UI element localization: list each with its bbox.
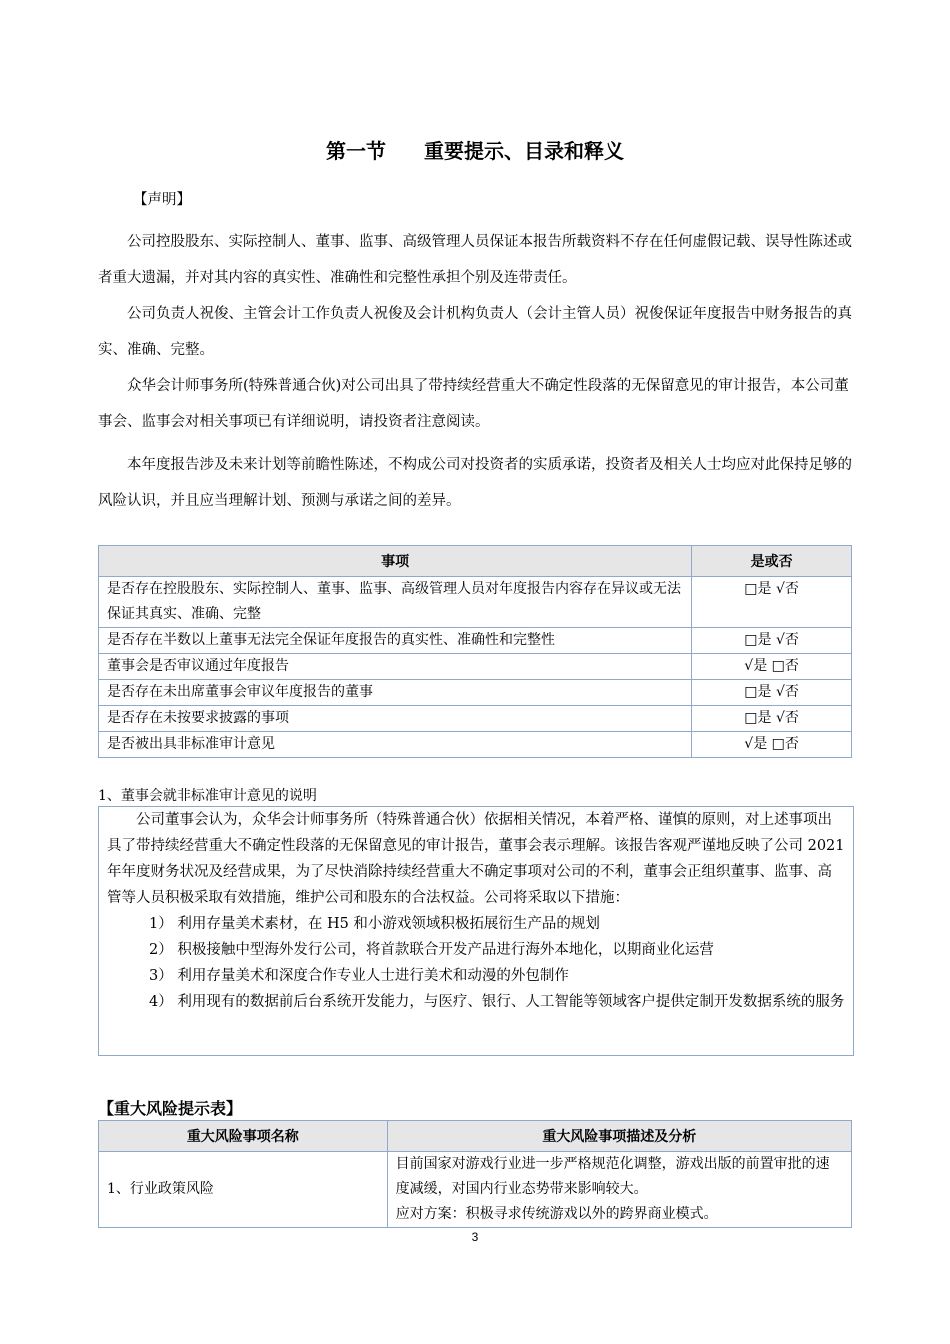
matter-item: 董事会是否审议通过年度报告 (99, 654, 692, 680)
measure-item: 1） 利用存量美术素材，在 H5 和小游戏领域积极拓展衍生产品的规划 (149, 916, 600, 932)
matter-item: 是否存在未出席董事会审议年度报告的董事 (99, 680, 692, 706)
risk-header-row (99, 1121, 852, 1152)
paragraph-responsible: 公司负责人祝俊、主管会计工作负责人祝俊及会计机构负责人（会计主管人员）祝俊保证年度报告中财务报告的真实、准确、完整。 (98, 306, 852, 358)
table-row (99, 732, 852, 758)
paragraph-guarantee: 公司控股股东、实际控制人、董事、监事、高级管理人员保证本报告所载资料不存在任何虚假记载、误导性陈述或者重大遗漏，并对其内容的真实性、准确性和完整性承担个别及连带责任。 (98, 234, 852, 286)
matters-header-row (99, 546, 852, 577)
matter-item: 是否被出具非标准审计意见 (99, 732, 692, 758)
board-note-intro: 公司董事会认为，众华会计师事务所（特殊普通合伙）依据相关情况，本着严格、谨慎的原则，对上述事项出具了带持续经营重大不确定性段落的无保留意见的审计报告，董事会表示理解。该报告客观严谨地反映了公司 2021 年年度财务状况及经营成果，为了尽快消除持续经营重大不确定事项对公司的不利，董事会正组织董事、监事、高管等人员积极采取有效措施，维护公司和股东的合法权益。公司将采取以下措施： (107, 812, 845, 906)
matter-answer: □是 √否 (692, 706, 852, 732)
section-title (0, 135, 950, 164)
board-note-heading: 1、董事会就非标准审计意见的说明 (98, 788, 317, 804)
board-note-box (98, 806, 854, 1056)
paragraph-forward-looking: 本年度报告涉及未来计划等前瞻性陈述，不构成公司对投资者的实质承诺，投资者及相关人士均应对此保持足够的风险认识，并且应当理解计划、预测与承诺之间的差异。 (98, 457, 852, 509)
declaration-label: 【声明】 (133, 192, 191, 208)
matter-item: 是否存在半数以上董事无法完全保证年度报告的真实性、准确性和完整性 (99, 628, 692, 654)
matters-table (98, 545, 852, 758)
section-number: 第一节 (326, 139, 386, 163)
matter-item: 是否存在未按要求披露的事项 (99, 706, 692, 732)
risk-table (98, 1120, 852, 1228)
table-row (99, 1152, 852, 1228)
matter-answer: □是 √否 (692, 628, 852, 654)
measure-item: 2） 积极接触中型海外发行公司，将首款联合开发产品进行海外本地化，以期商业化运营 (149, 942, 714, 958)
table-row (99, 628, 852, 654)
matter-item: 是否存在控股股东、实际控制人、董事、监事、高级管理人员对年度报告内容存在异议或无法保证其真实、准确、完整 (99, 577, 692, 628)
table-row (99, 577, 852, 628)
page-number: 3 (471, 1230, 479, 1244)
matter-answer: □是 √否 (692, 680, 852, 706)
section-name: 重要提示、目录和释义 (424, 139, 624, 163)
paragraph-auditor: 众华会计师事务所(特殊普通合伙)对公司出具了带持续经营重大不确定性段落的无保留意见的审计报告，本公司董事会、监事会对相关事项已有详细说明，请投资者注意阅读。 (98, 378, 849, 430)
risk-description (387, 1152, 851, 1228)
matter-answer: □是 √否 (692, 577, 852, 628)
table-row (99, 680, 852, 706)
table-row (99, 654, 852, 680)
risk-response: 应对方案：积极寻求传统游戏以外的跨界商业模式。 (395, 1206, 718, 1222)
risk-table-title: 【重大风险提示表】 (98, 1099, 243, 1118)
risk-header-name: 重大风险事项名称 (99, 1121, 388, 1152)
matters-header-item: 事项 (99, 546, 692, 577)
risk-header-desc: 重大风险事项描述及分析 (387, 1121, 851, 1152)
risk-name: 1、行业政策风险 (99, 1152, 388, 1228)
matter-answer: √是 □否 (692, 732, 852, 758)
matter-answer: √是 □否 (692, 654, 852, 680)
table-row (99, 706, 852, 732)
risk-analysis: 目前国家对游戏行业进一步严格规范化调整，游戏出版的前置审批的速度减缓，对国内行业态势带来影响较大。 (395, 1156, 830, 1197)
measure-item: 3） 利用存量美术和深度合作专业人士进行美术和动漫的外包制作 (149, 968, 569, 984)
measure-item: 4） 利用现有的数据前后台系统开发能力，与医疗、银行、人工智能等领域客户提供定制开发数据系统的服务 (149, 994, 845, 1010)
matters-header-answer: 是或否 (692, 546, 852, 577)
